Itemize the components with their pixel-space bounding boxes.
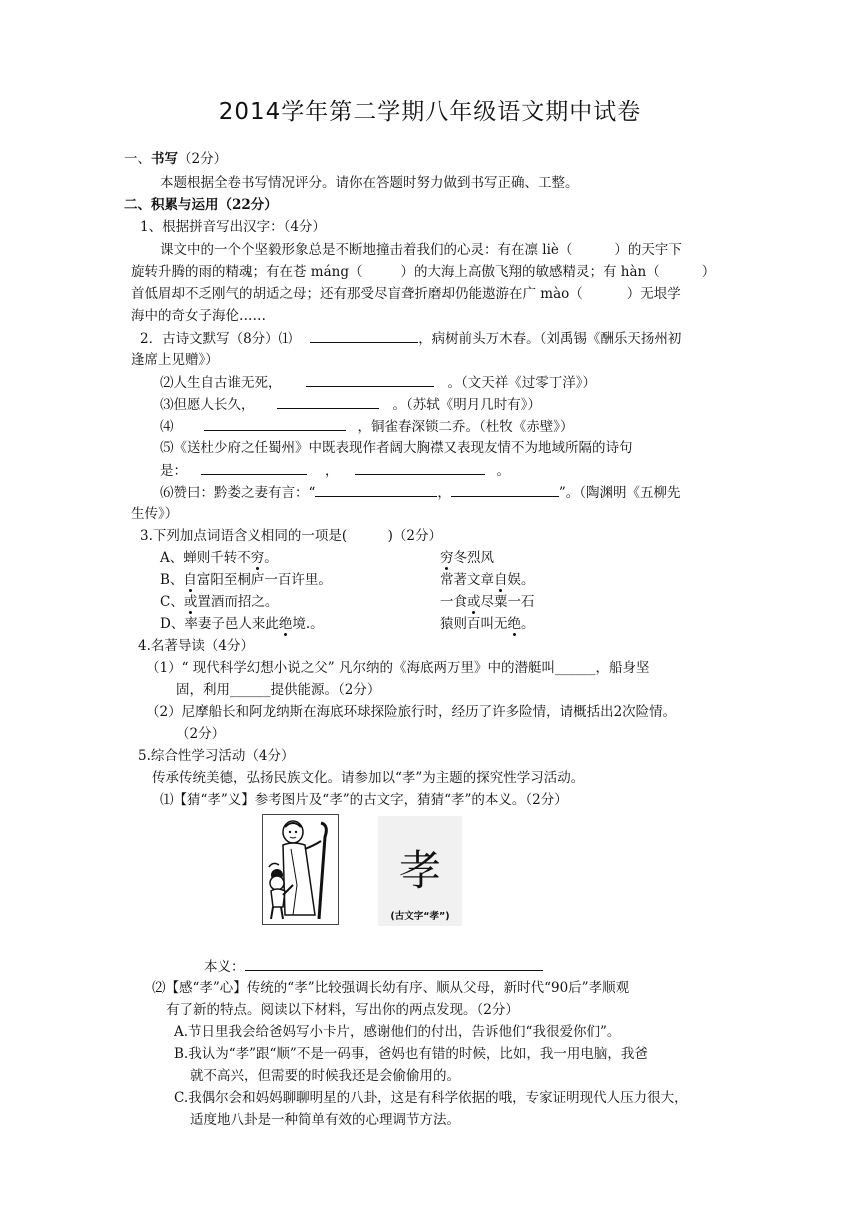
q5-material-c-cont: 适度地八卦是一种简单有效的心理调节方法。	[190, 1112, 460, 1128]
section-2-heading: 二、积累与运用（22分）	[124, 197, 278, 213]
q2-blank-2[interactable]	[306, 373, 434, 387]
q3-option-c-compare: 一食或尽粟一石	[440, 594, 535, 610]
section-1-heading: 一、书写（2分）	[124, 151, 228, 167]
q2-stem-cont: 逢席上见赠》）	[131, 352, 219, 368]
q5-item-2: ⑵【感“孝”心】传统的“孝”比较强调长幼有序、顺从父母，新时代“90后”孝顺观	[152, 980, 630, 996]
q2-blank-6b[interactable]	[451, 483, 559, 497]
q4-item-2: （2）尼摩船长和阿龙纳斯在海底环球探险旅行时，经历了许多险情，请概括出2次险情。	[146, 704, 677, 720]
q1-line-1: 课文中的一个个坚毅形象总是不断地撞击着我们的心灵：有在凛 liè（ ）的天宇下	[160, 242, 682, 258]
q3-option-d: D、率妻子邑人来此绝境.。	[160, 616, 324, 632]
filial-piety-illustration	[262, 814, 339, 925]
page-title: 2014学年第二学期八年级语文期中试卷	[218, 99, 642, 125]
q5-intro: 传承传统美德，弘扬民族文化。请参加以“孝”为主题的探究性学习活动。	[152, 770, 585, 786]
q2-blank-1[interactable]	[310, 329, 418, 343]
q2-item-5-answer: 是： ， 。	[160, 463, 510, 479]
q2-item-2: ⑵人生自古谁无死， 。（文天祥《过零丁洋》）	[160, 375, 596, 391]
q2-blank-5b[interactable]	[355, 461, 485, 475]
q3-option-b: B、自富阳至桐庐一百许里。	[160, 572, 332, 588]
q2-blank-5a[interactable]	[201, 461, 307, 475]
q2-blank-6a[interactable]	[315, 483, 437, 497]
q2-item-5: ⑸《送杜少府之任蜀州》中既表现作者阔大胸襟又表现友情不为地域所隔的诗句	[160, 440, 633, 456]
q2-item-6: ⑹赞曰：黔娄之妻有言：“ ， ”。（陶渊明《五柳先	[160, 485, 681, 501]
q1-stem: 1、根据拼音写出汉字：（4分）	[140, 219, 326, 235]
q3-option-d-compare: 猿则百叫无绝。	[440, 616, 535, 632]
q4-stem: 4.名著导读（4分）	[138, 638, 254, 654]
ancient-xiao-glyph: 孝	[398, 846, 441, 895]
q5-material-c: C.我偶尔会和妈妈聊聊明星的八卦，这是有科学依据的哦，专家证明现代人压力很大，	[174, 1090, 688, 1106]
q3-option-b-compare: 常著文章自娱。	[440, 572, 535, 588]
q5-material-b-cont: 就不高兴，但需要的时候我还是会偷偷用的。	[190, 1068, 460, 1084]
q2-item-3: ⑶但愿人长久， 。（苏轼《明月几时有》）	[160, 397, 541, 413]
q2-item-4: ⑷ ，铜雀春深锁二乔。（杜牧《赤壁》）	[160, 419, 574, 435]
q1-line-3: 首低眉却不乏刚气的胡适之母；还有那受尽盲聋折磨却仍能遨游在广 mào（ ）无垠学	[131, 286, 681, 302]
q5-stem: 5.综合性学习活动（4分）	[138, 748, 295, 764]
q5-benyi: 本义：	[204, 957, 543, 976]
q3-option-c: C、或置酒而招之。	[160, 594, 279, 610]
q3-option-a-compare: 穷冬烈风	[440, 550, 494, 566]
q5-item-2-cont: 有了新的特点。阅读以下材料，写出你的两点发现。（2分）	[166, 1002, 519, 1018]
q5-material-b: B.我认为“孝”跟“顺”不是一码事，爸妈也有错的时候，比如，我一用电脑，我爸	[174, 1046, 648, 1062]
ancient-character-caption: (古文字“孝”)	[390, 911, 450, 922]
q2-stem: 2．古诗文默写（8分）⑴ ，病树前头万木春。（刘禹锡《酬乐天扬州初	[140, 331, 682, 347]
q4-item-2-cont: （2分）	[176, 726, 226, 742]
q5-item-1: ⑴【猜“孝”义】参考图片及“孝”的古文字，猜猜“孝”的本义。（2分）	[160, 792, 568, 808]
q5-material-a: A.节日里我会给爸妈写小卡片，感谢他们的付出，告诉他们“我很爱你们”。	[174, 1024, 621, 1040]
q5-benyi-blank[interactable]	[245, 957, 543, 971]
q4-item-1: （1）“ 现代科学幻想小说之父” 凡尔纳的《海底两万里》中的潜艇叫______，船身坚	[146, 660, 650, 676]
q4-item-1-cont: 固，利用______提供能源。（2分）	[176, 682, 381, 698]
ancient-character-image	[378, 816, 462, 926]
q2-blank-3[interactable]	[277, 395, 379, 409]
q3-stem: 3.下列加点词语含义相同的一项是( )（2分）	[140, 528, 443, 544]
section-1-body: 本题根据全卷书写情况评分。请你在答题时努力做到书写正确、工整。	[160, 175, 579, 191]
q2-item-6-cont: 生传》）	[131, 506, 179, 522]
q1-line-4: 海中的奇女子海伦……	[131, 308, 266, 324]
q1-line-2: 旋转升腾的雨的精魂；有在苍 máng（ ）的大海上高傲飞翔的敏感精灵；有 hàn（ ）	[131, 264, 716, 280]
q2-blank-4[interactable]	[204, 417, 346, 431]
q3-option-a: A、蝉则千转不穷。	[160, 550, 278, 566]
